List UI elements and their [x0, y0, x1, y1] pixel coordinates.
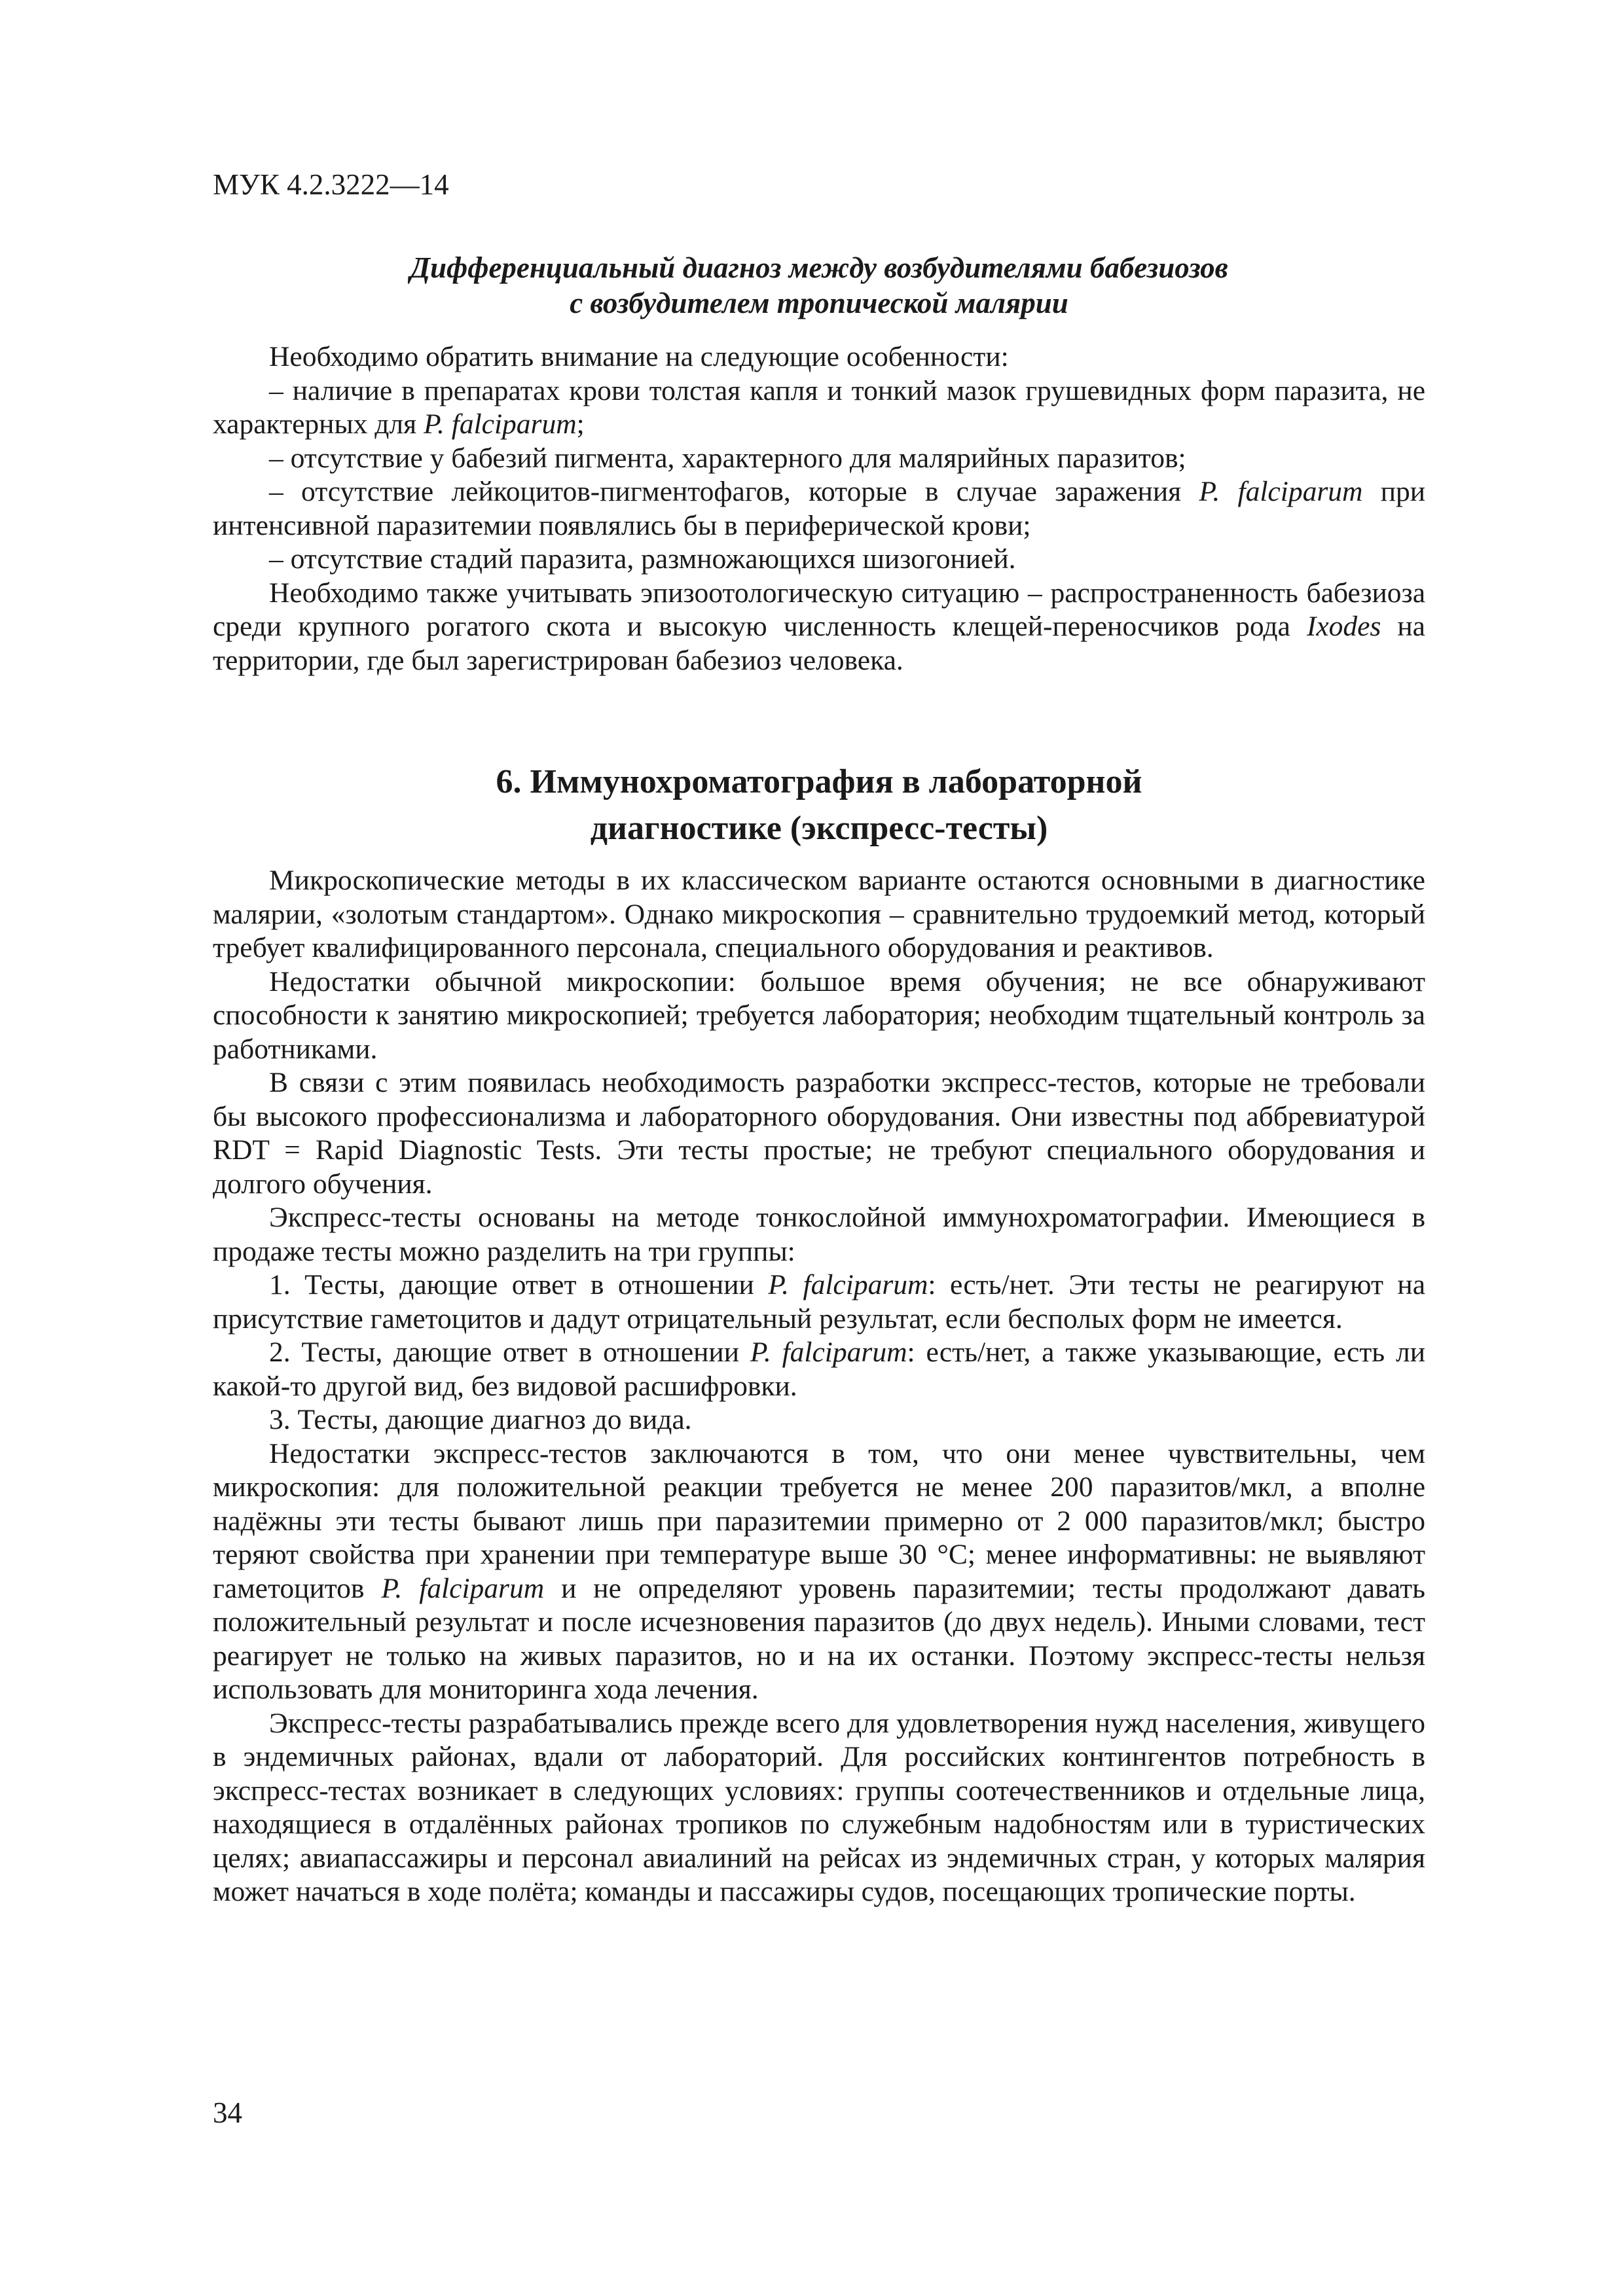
section-title-line-1: Дифференциальный диагноз между возбудителями бабезиозов	[410, 251, 1228, 284]
section-1-body	[213, 340, 1425, 677]
species-name: P. falciparum	[381, 1572, 545, 1604]
paragraph: Необходимо также учитывать эпизоотологическую ситуацию – распространенность бабезиоза среди крупного рогатого скота и высокую численность клещей-переносчиков рода Ixodes на территории, где был зарегистрирован бабезиоз человека.	[213, 577, 1425, 676]
paragraph: В связи с этим появилась необходимость разработки экспресс-тестов, которые не требовали бы высокого профессионализма и лабораторного оборудования. Они известны под аббревиатурой RDT = Rapid Diagnostic Tests. Эти тесты простые; не требуют специального оборудования и долгого обучения.	[213, 1067, 1425, 1200]
paragraph: Недостатки обычной микроскопии: большое время обучения; не все обнаруживают способности к занятию микроскопией; требуется лаборатория; необходим тщательный контроль за работниками.	[213, 965, 1425, 1065]
intro-paragraph: Необходимо обратить внимание на следующие особенности:	[269, 341, 1009, 372]
list-item: 2. Тесты, дающие ответ в отношении P. falciparum: есть/нет, а также указывающие, есть ли какой-то другой вид, без видовой расшифровки.	[213, 1336, 1426, 1402]
list-item: – отсутствие у бабезий пигмента, характерного для малярийных паразитов;	[269, 442, 1186, 474]
section-heading-line-1: 6. Иммунохроматография в лабораторной	[496, 763, 1142, 800]
species-name: P. falciparum	[768, 1269, 928, 1300]
species-name: P. falciparum	[424, 408, 577, 440]
species-name: P. falciparum	[1199, 476, 1363, 507]
paragraph: Экспресс-тесты основаны на методе тонкослойной иммунохроматографии. Имеющиеся в продаже тесты можно разделить на три группы:	[213, 1202, 1425, 1267]
section-title-line-2: с возбудителем тропической малярии	[570, 287, 1068, 319]
list-item: 3. Тесты, дающие диагноз до вида.	[269, 1404, 692, 1435]
list-item: – отсутствие лейкоцитов-пигментофагов, которые в случае заражения P. falciparum при интенсивной паразитемии появлялись бы в периферической крови;	[213, 476, 1426, 541]
paragraph: Экспресс-тесты разрабатывались прежде всего для удовлетворения нужд населения, живущего в эндемичных районах, вдали от лабораторий. Для российских контингентов потребность в экспресс-тестах возникает в следующих условиях: группы соотечественников и отдельные лица, находящиеся в отдалённых районах тропиков по служебным надобностям или в туристических целях; авиапассажиры и персонал авиалиний на рейсах из эндемичных стран, у которых малярия может начаться в ходе полёта; команды и пассажиры судов, посещающих тропические порты.	[213, 1707, 1425, 1907]
section-heading-line-2: диагностике (экспресс-тесты)	[590, 810, 1048, 847]
page-number: 34	[213, 2096, 242, 2129]
list-item: – наличие в препаратах крови толстая капля и тонкий мазок грушевидных форм паразита, не характерных для P. falciparum;	[213, 374, 1425, 440]
species-name: P. falciparum	[750, 1336, 907, 1368]
document-header: МУК 4.2.3222—14	[213, 168, 449, 201]
paragraph: Недостатки экспресс-тестов заключаются в том, что они менее чувствительны, чем микроскопия: для положительной реакции требуется не менее 200 паразитов/мкл, а вполне надёжны эти тесты бывают лишь при паразитемии примерно от 2 000 паразитов/мкл; быстро теряют свойства при хранении при температуре выше 30 °С; менее информативны: не выявляют гаметоцитов P. falciparum и не определяют уровень паразитемии; тесты продолжают давать положительный результат и после исчезновения паразитов (до двух недель). Иными словами, тест реагирует не только на живых паразитов, но и на их останки. Поэтому экспресс-тесты нельзя использовать для мониторинга хода лечения.	[213, 1437, 1425, 1705]
list-item: – отсутствие стадий паразита, размножающихся шизогонией.	[269, 543, 1016, 575]
paragraph: Микроскопические методы в их классическом варианте остаются основными в диагностике малярии, «золотым стандартом». Однако микроскопия – сравнительно трудоемкий метод, который требует квалифицированного персонала, специального оборудования и реактивов.	[213, 865, 1425, 963]
section-2-body	[213, 864, 1425, 1909]
list-item: 1. Тесты, дающие ответ в отношении P. falciparum: есть/нет. Эти тесты не реагируют на присутствие гаметоцитов и дадут отрицательный результат, если бесполых форм не имеется.	[213, 1269, 1426, 1335]
genus-name: Ixodes	[1306, 611, 1381, 642]
